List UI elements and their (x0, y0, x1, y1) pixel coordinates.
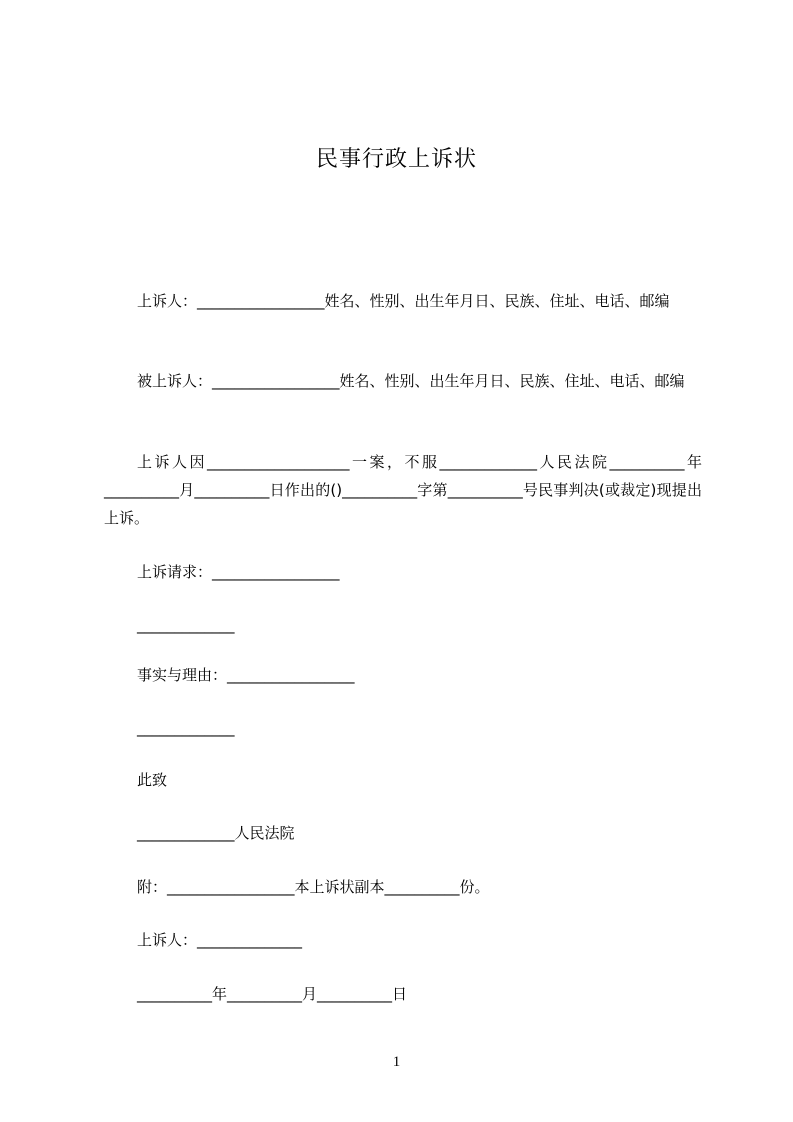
appeal-request-line: 上诉请求：_________________ (137, 563, 340, 581)
date-line: __________年__________月__________日 (137, 985, 408, 1003)
appellant-info-paragraph: 上诉人：_________________姓名、性别、出生年月日、民族、住址、电话、邮编 (137, 292, 670, 310)
appellee-info-paragraph: 被上诉人：_________________姓名、性别、出生年月日、民族、住址、电话、邮编 (137, 372, 685, 390)
facts-reasons-line: 事实与理由：_________________ (137, 666, 355, 684)
signature-line: 上诉人：______________ (137, 931, 303, 949)
court-line: _____________人民法院 (137, 824, 295, 842)
attachment-line: 附：_________________本上诉状副本__________份。 (137, 878, 490, 896)
salutation: 此致 (137, 771, 168, 789)
appeal-reason-paragraph: 上诉人因___________________一案，不服_____________人民法院__________年__________月__________日作出的()__________字第__________号民事判决(或裁定)现提出上诉。 (104, 453, 702, 527)
document-title: 民事行政上诉状 (315, 147, 477, 172)
page-number: 1 (392, 1054, 401, 1070)
facts-reasons-continuation: _____________ (137, 719, 235, 737)
appeal-request-continuation: _____________ (137, 616, 235, 634)
